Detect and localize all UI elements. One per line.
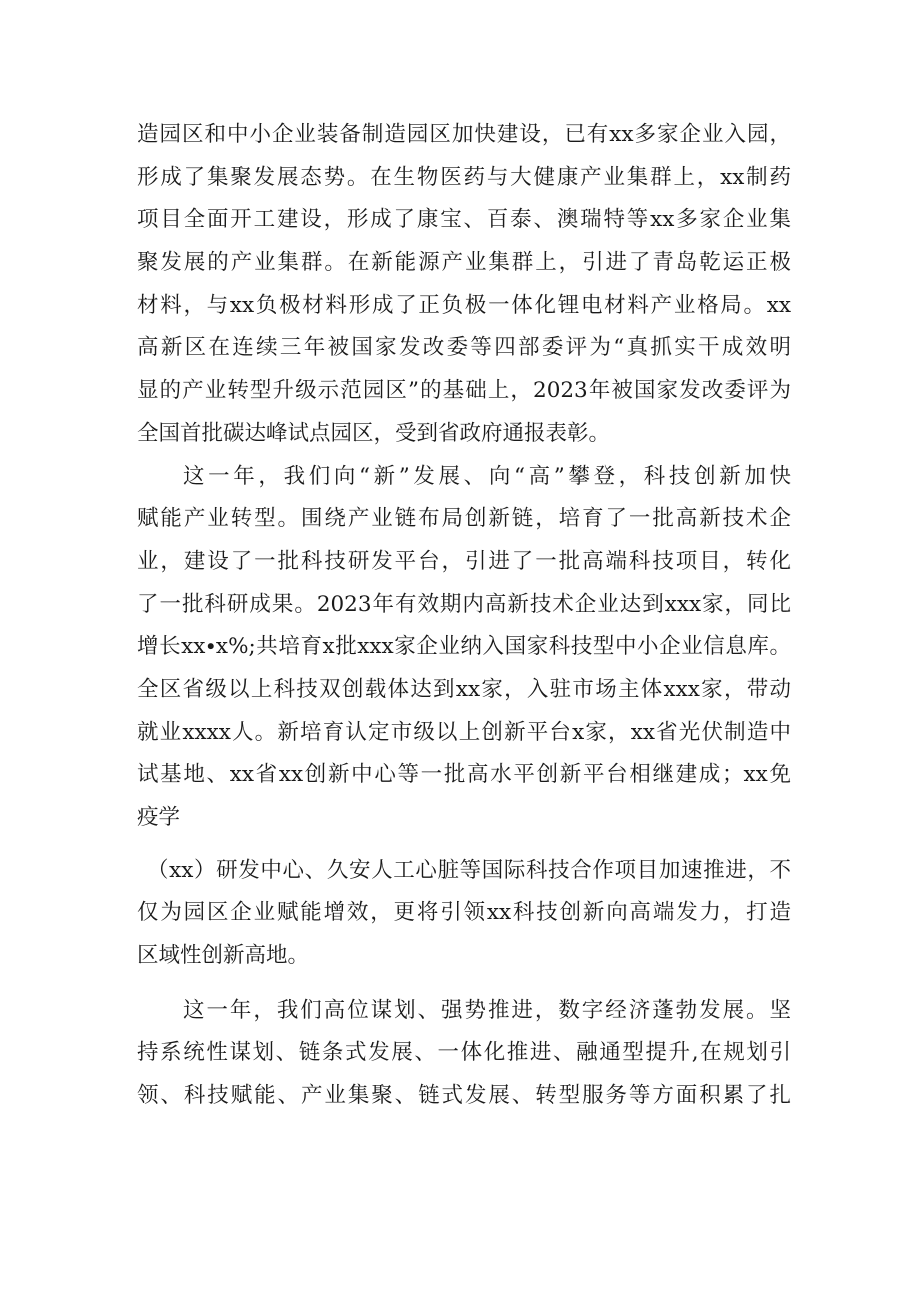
paragraph-rd-center	[137, 850, 791, 978]
text-line: 赋能产业转型。围绕产业链布局创新链，培育了一批高新技术企	[137, 506, 791, 532]
body-text	[137, 114, 791, 1118]
text-line: 仅为园区企业赋能增效，更将引领xx科技创新向高端发力，打造	[137, 900, 791, 926]
text-line: 材料，与xx负极材料形成了正负极一体化锂电材料产业格局。xx	[137, 292, 791, 318]
text-line: 就业xxxx人。新培育认定市级以上创新平台x家，xx省光伏制造中	[137, 719, 791, 745]
text-line: 业，建设了一批科技研发平台，引进了一批高端科技项目，转化	[137, 548, 791, 574]
text-line: 增长xx∙x%;共培育x批xxx家企业纳入国家科技型中小企业信息库。	[137, 634, 791, 660]
text-line: 这一年，我们向“新”发展、向“高”攀登，科技创新加快	[183, 463, 791, 489]
text-line: 这一年，我们高位谋划、强势推进，数字经济蓬勃发展。坚	[183, 997, 791, 1023]
text-line: 高新区在连续三年被国家发改委等四部委评为“真抓实干成效明	[137, 335, 791, 361]
text-line: 区域性创新高地。	[137, 943, 310, 969]
text-line: 疫学	[137, 805, 181, 830]
text-line: 全区省级以上科技双创载体达到xx家，入驻市场主体xxx家，带动	[137, 676, 791, 702]
text-line: 显的产业转型升级示范园区”的基础上，2023年被国家发改委评为	[137, 378, 791, 404]
text-line: 项目全面开工建设，形成了康宝、百泰、澳瑞特等xx多家企业集	[137, 207, 791, 233]
text-line: 聚发展的产业集群。在新能源产业集群上，引进了青岛乾运正极	[137, 250, 791, 276]
paragraph-digital-economy	[137, 990, 791, 1118]
text-line: 了一批科研成果。2023年有效期内高新技术企业达到xxx家，同比	[137, 591, 791, 617]
text-line: 形成了集聚发展态势。在生物医药与大健康产业集群上，xx制药	[137, 164, 791, 190]
paragraph-industry-clusters	[137, 114, 791, 456]
text-line: （xx）研发中心、久安人工心脏等国际科技合作项目加速推进，不	[147, 857, 791, 883]
text-line: 造园区和中小企业装备制造园区加快建设，已有xx多家企业入园，	[137, 122, 791, 147]
text-line: 全国首批碳达峰试点园区，受到省政府通报表彰。	[137, 420, 611, 446]
text-line: 持系统性谋划、链条式发展、一体化推进、融通型提升,在规划引	[137, 1040, 791, 1066]
text-line: 领、科技赋能、产业集聚、链式发展、转型服务等方面积累了扎	[137, 1083, 791, 1109]
text-line: 试基地、xx省xx创新中心等一批高水平创新平台相继建成；xx免	[137, 762, 791, 788]
paragraph-tech-innovation	[137, 456, 791, 840]
